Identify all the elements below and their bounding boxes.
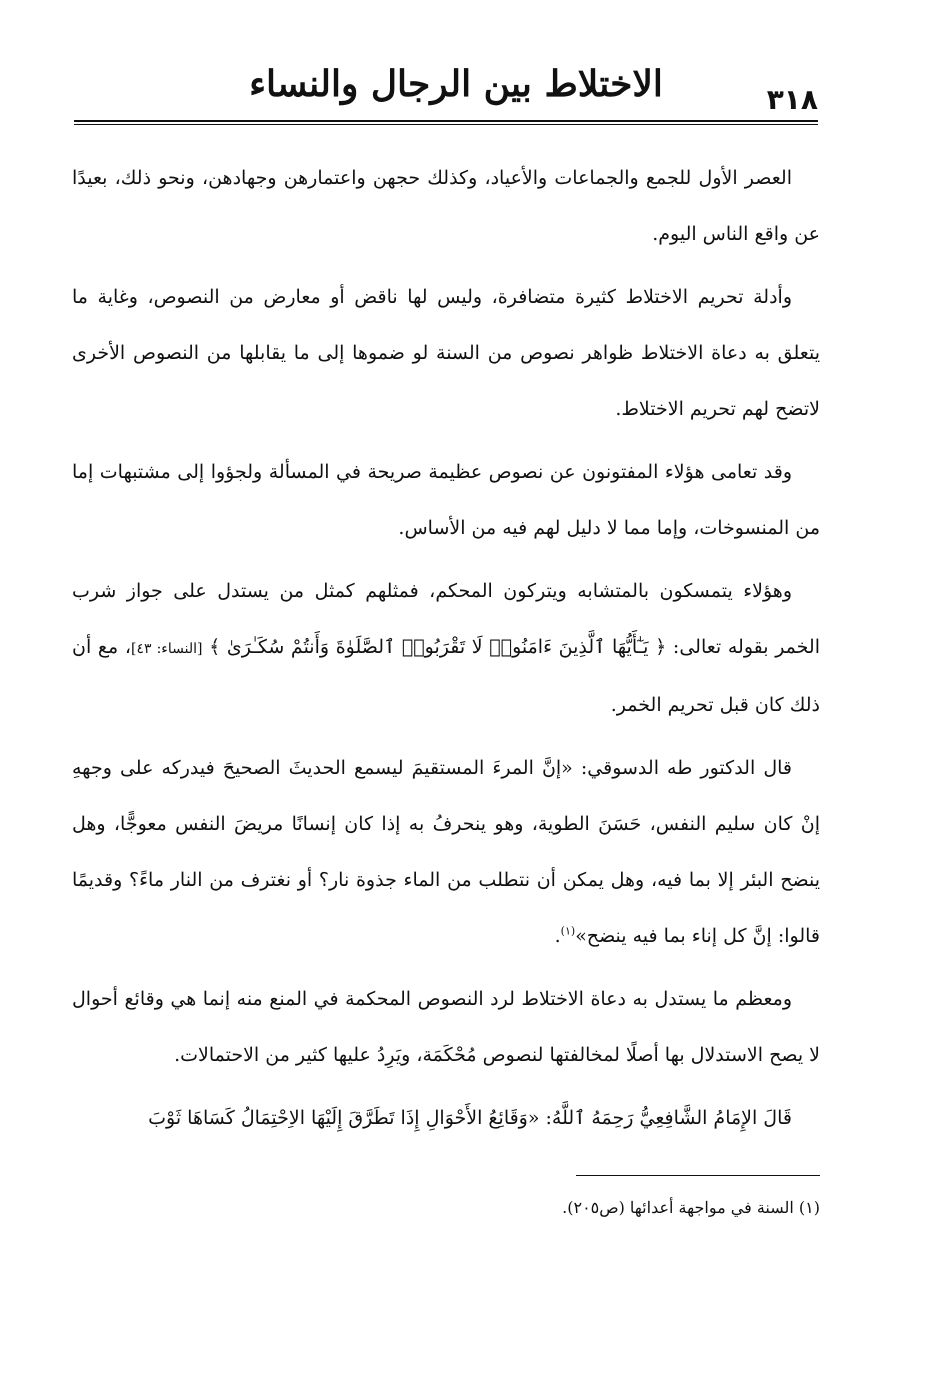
paragraph-5: [72, 740, 820, 964]
header-rule-thin: [74, 124, 818, 125]
paragraph-4-text: وهؤلاء يتمسكون بالمتشابه ويتركون المحكم، فمثلهم كمثل من يستدل على جواز شرب الخمر بقوله تعالى:: [72, 580, 821, 658]
footnote-marker[interactable]: (١): [560, 924, 576, 938]
paragraph-4-end: ، مع أن ذلك كان قبل تحريم الخمر.: [72, 636, 820, 716]
verse-reference: [النساء: ٤٣]: [130, 641, 203, 657]
paragraph-4: [72, 563, 820, 733]
body-text: [72, 150, 820, 1153]
paragraph-2: وأدلة تحريم الاختلاط كثيرة متضافرة، وليس لها ناقض أو معارض من النصوص، وغاية ما يتعلق به دعاة الاختلاط ظواهر نصوص من السنة لو ضموها إلى ما يقابلها من النصوص الأخرى لاتضح لهم تحريم الاختلاط.: [72, 286, 820, 420]
dasuqi-quote: قال الدكتور طه الدسوقي: «إنَّ المرءَ المستقيمَ ليسمع الحديثَ الصحيحَ فيدركه على وجههِ إنْ كان سليم النفس، حَسَنَ الطوية، وهو ينحرفُ به إذا كان إنسانًا مريضَ النفس معوجًّا، وهل ينضح البئر إلا بما فيه، وهل يمكن أن نتطلب من الماء جذوة نار؟ أو نغترف من النار ماءً؟ وقديمًا قالوا: إنَّ كل إناء بما فيه ينضح»: [72, 757, 820, 947]
quran-verse: ﴿ يَـٰٓأَيُّهَا ٱلَّذِينَ ءَامَنُوا۟ لَا تَقْرَبُوا۟ ٱلصَّلَوٰةَ وَأَنتُمْ سُكَـٰرَىٰ ﴾: [209, 636, 667, 658]
paragraph-6: ومعظم ما يستدل به دعاة الاختلاط لرد النصوص المحكمة في المنع منه إنما هي وقائع أحوال لا يصح الاستدلال بها أصلًا لمخالفتها لنصوص مُحْكَمَة، ويَرِدُ عليها كثير من الاحتمالات.: [72, 988, 820, 1066]
paragraph-3: وقد تعامى هؤلاء المفتونون عن نصوص عظيمة صريحة في المسألة ولجؤوا إلى مشتبهات إما من المنسوخات، وإما مما لا دليل لهم فيه من الأساس.: [72, 461, 820, 539]
footnote-rule: [576, 1175, 820, 1176]
header-rule: [74, 120, 818, 122]
running-header: [74, 56, 818, 126]
book-title: الاختلاط بين الرجال والنساء: [249, 63, 663, 105]
paragraph-1: العصر الأول للجمع والجماعات والأعياد، وكذلك حجهن واعتمارهن وجهادهن، ونحو ذلك، بعيدًا عن واقع الناس اليوم.: [72, 167, 820, 245]
footnote: (١) السنة في مواجهة أعدائها (ص٢٠٥).: [562, 1198, 820, 1217]
paragraph-5-end: .: [554, 925, 561, 947]
paragraph-7: قَالَ الإِمَامُ الشَّافِعِيُّ رَحِمَهُ ٱللَّهُ: «وَقَائِعُ الأَحْوَالِ إِذَا تَطَرَّقَ إِلَيْهَا الاِحْتِمَالُ كَسَاهَا ثَوْبَ: [148, 1107, 792, 1129]
page-number: ٣١٨: [766, 83, 818, 116]
